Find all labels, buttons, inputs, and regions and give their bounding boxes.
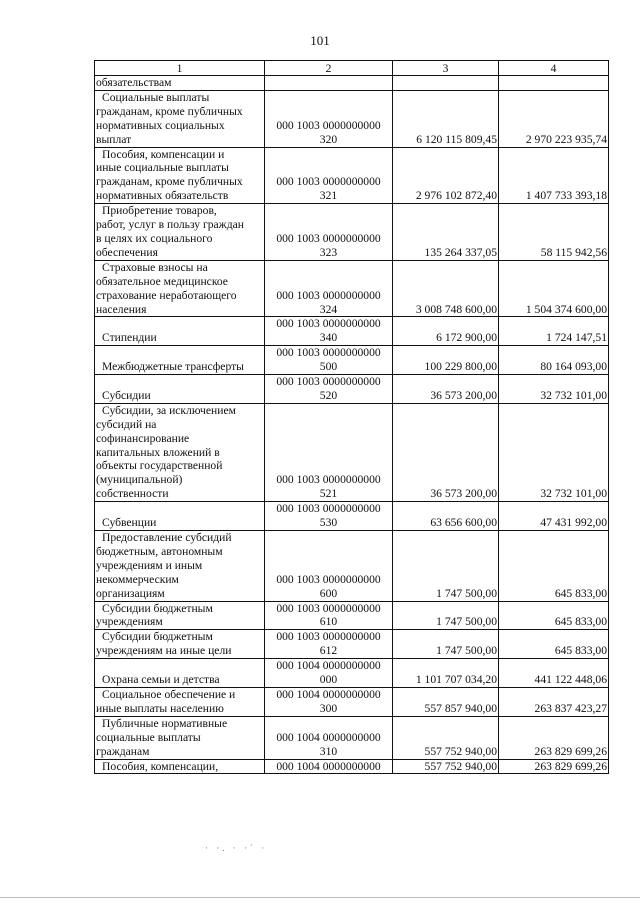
row-name [95,76,265,91]
row-code [265,630,393,659]
row-code-line: 600 [319,586,338,600]
row-code-line: 500 [319,360,338,374]
row-name-line: выплат [96,132,132,146]
row-name [95,502,265,531]
row-code-line: 000 1003 0000000000 [276,231,381,245]
row-name-line: обязательное медицинское [96,274,228,288]
row-code [265,759,393,774]
table-row [95,375,609,404]
row-code-line: 000 1004 0000000000 [276,730,381,744]
row-code [265,346,393,375]
row-code [265,502,393,531]
table-row [95,346,609,375]
row-name-line: Приобретение товаров, [102,204,217,218]
row-value-col4: 645 833,00 [499,531,609,602]
page-number: 101 [310,33,330,48]
row-name-line: Предоставление субсидий [102,531,232,544]
row-value-col4 [499,76,609,91]
row-name-line: Субсидии бюджетным [102,630,213,644]
row-name-line: Пособия, компенсации, [102,759,219,773]
row-code-line: 000 [319,673,338,687]
row-code-line: 000 1004 0000000000 [276,759,381,773]
table-row [95,601,609,630]
budget-table [94,60,609,774]
row-name [95,346,265,375]
row-name-line: некоммерческим [96,572,179,586]
row-name-line: в целях их социального [96,231,213,245]
row-value-col3: 2 976 102 872,40 [393,147,499,204]
row-name-line: (муниципальной) [96,473,183,487]
row-name-line: учреждениям [96,615,163,629]
row-value-col4: 263 829 699,26 [499,716,609,759]
row-name-line: Охрана семьи и детства [102,673,220,687]
header-col-4: 4 [499,61,609,76]
row-code-line: 000 1003 0000000000 [276,572,381,586]
table-row [95,502,609,531]
row-code-line: 000 1004 0000000000 [276,659,381,673]
row-code-line: 000 1003 0000000000 [276,502,381,516]
row-name-line: Социальные выплаты [102,90,210,104]
row-name-line: социальные выплаты [96,730,201,744]
table-row [95,90,609,147]
row-code-line: 000 1003 0000000000 [276,630,381,644]
row-name-line: иные выплаты населению [96,701,224,715]
row-name-line: обеспечения [96,245,158,259]
table-row [95,204,609,261]
row-code-line: 610 [319,615,338,629]
row-code [265,403,393,501]
row-name-line: гражданам, кроме публичных [96,175,243,189]
row-code-line: 000 1003 0000000000 [276,288,381,302]
row-value-col4: 1 504 374 600,00 [499,260,609,317]
row-value-col4: 1 724 147,51 [499,317,609,346]
row-code-line: 310 [319,744,338,758]
row-value-col3: 1 101 707 034,20 [393,659,499,688]
row-name [95,630,265,659]
row-code-line: 000 1003 0000000000 [276,601,381,615]
table-row [95,630,609,659]
row-value-col4: 32 732 101,00 [499,375,609,404]
table-row [95,687,609,716]
row-name-line: Субсидии, за исключением [102,403,236,417]
row-value-col4: 80 164 093,00 [499,346,609,375]
row-name-line: бюджетным, автономным [96,544,223,558]
row-name-line: Публичные нормативные [102,716,228,730]
row-code [265,687,393,716]
row-code-line: 000 1003 0000000000 [276,473,381,487]
table-row [95,759,609,774]
row-code-line: 000 1004 0000000000 [276,687,381,701]
table-row [95,76,609,91]
row-name-line: учреждениям и иным [96,558,203,572]
row-code [265,90,393,147]
row-value-col4: 58 115 942,56 [499,204,609,261]
row-code-line: 520 [319,388,338,402]
row-value-col3: 1 747 500,00 [393,601,499,630]
row-value-col3: 135 264 337,05 [393,204,499,261]
row-name [95,716,265,759]
row-name [95,204,265,261]
row-code-line: 000 1003 0000000000 [276,317,381,331]
row-code-line: 000 1003 0000000000 [276,118,381,132]
row-code [265,204,393,261]
table-row [95,531,609,602]
row-name-line: Субсидии [102,388,151,402]
header-col-2: 2 [265,61,393,76]
row-value-col3: 6 120 115 809,45 [393,90,499,147]
row-name [95,403,265,501]
row-code [265,375,393,404]
row-name-line: Стипендии [102,331,157,345]
row-value-col4: 263 837 423,27 [499,687,609,716]
row-name-line: иные социальные выплаты [96,161,229,175]
row-code-line: 530 [319,516,338,530]
header-col-1: 1 [95,61,265,76]
table-row [95,260,609,317]
row-code [265,317,393,346]
row-value-col3: 557 857 940,00 [393,687,499,716]
row-code-line: 323 [319,245,338,259]
row-name-line: гражданам [96,744,150,758]
row-value-col4: 2 970 223 935,74 [499,90,609,147]
row-name [95,531,265,602]
row-name-line: работ, услуг в пользу граждан [96,218,244,232]
row-code [265,147,393,204]
row-value-col3: 36 573 200,00 [393,375,499,404]
row-value-col3: 557 752 940,00 [393,759,499,774]
row-value-col3: 36 573 200,00 [393,403,499,501]
header-col-3: 3 [393,61,499,76]
row-name-line: капитальных вложений в [96,445,220,459]
table-header-row [95,61,609,76]
row-value-col3: 100 229 800,00 [393,346,499,375]
row-value-col4: 645 833,00 [499,630,609,659]
row-name-line: Межбюджетные трансферты [102,360,244,374]
row-name-line: нормативных социальных [96,118,225,132]
table-row [95,716,609,759]
row-name-line: Субвенции [102,516,157,530]
row-code [265,531,393,602]
row-value-col3 [393,76,499,91]
row-value-col4: 47 431 992,00 [499,502,609,531]
row-value-col3: 1 747 500,00 [393,630,499,659]
row-name-line: страхование неработающего [96,288,237,302]
row-name [95,90,265,147]
row-name-line: субсидий на [96,417,157,431]
row-name [95,147,265,204]
row-value-col4: 1 407 733 393,18 [499,147,609,204]
row-name-line: Субсидии бюджетным [102,601,213,615]
row-value-col3: 63 656 600,00 [393,502,499,531]
row-name-line: собственности [96,487,169,501]
table-row [95,403,609,501]
row-value-col4: 32 732 101,00 [499,403,609,501]
row-code [265,601,393,630]
row-name-line: населения [96,302,147,316]
table-row [95,659,609,688]
row-value-col3: 6 172 900,00 [393,317,499,346]
row-value-col3: 1 747 500,00 [393,531,499,602]
row-name-line: организациям [96,586,165,600]
row-code-line: 000 1003 0000000000 [276,375,381,389]
row-name-line: обязательствам [96,76,172,89]
row-code [265,260,393,317]
row-code [265,76,393,91]
row-code-line: 321 [319,189,338,203]
table-row [95,317,609,346]
row-value-col3: 557 752 940,00 [393,716,499,759]
row-name-line: софинансирование [96,431,190,445]
row-name [95,687,265,716]
row-code-line: 612 [319,644,338,658]
row-name-line: гражданам, кроме публичных [96,104,243,118]
row-name-line: нормативных обязательств [96,189,229,203]
row-name-line: учреждениям на иные цели [96,644,232,658]
row-code-line: 324 [319,302,338,316]
row-value-col4: 441 122 448,06 [499,659,609,688]
row-name-line: Пособия, компенсации и [102,147,225,161]
row-code-line: 000 1003 0000000000 [276,346,381,360]
row-name [95,317,265,346]
row-code [265,659,393,688]
row-name [95,659,265,688]
row-code-line: 340 [319,331,338,345]
row-name [95,601,265,630]
row-code [265,716,393,759]
page-edge-line [0,897,640,898]
row-code-line: 300 [319,701,338,715]
row-name [95,375,265,404]
row-value-col4: 263 829 699,26 [499,759,609,774]
row-name [95,260,265,317]
table-row [95,147,609,204]
row-value-col4: 645 833,00 [499,601,609,630]
row-code-line: 521 [319,487,338,501]
row-code-line: 320 [319,132,338,146]
scan-artifact: · ·. · ·´ · [205,843,268,853]
row-value-col3: 3 008 748 600,00 [393,260,499,317]
row-name-line: Социальное обеспечение и [102,687,236,701]
row-name-line: объекты государственной [96,459,223,473]
row-code-line: 000 1003 0000000000 [276,175,381,189]
row-name [95,759,265,774]
row-name-line: Страховые взносы на [102,260,208,274]
